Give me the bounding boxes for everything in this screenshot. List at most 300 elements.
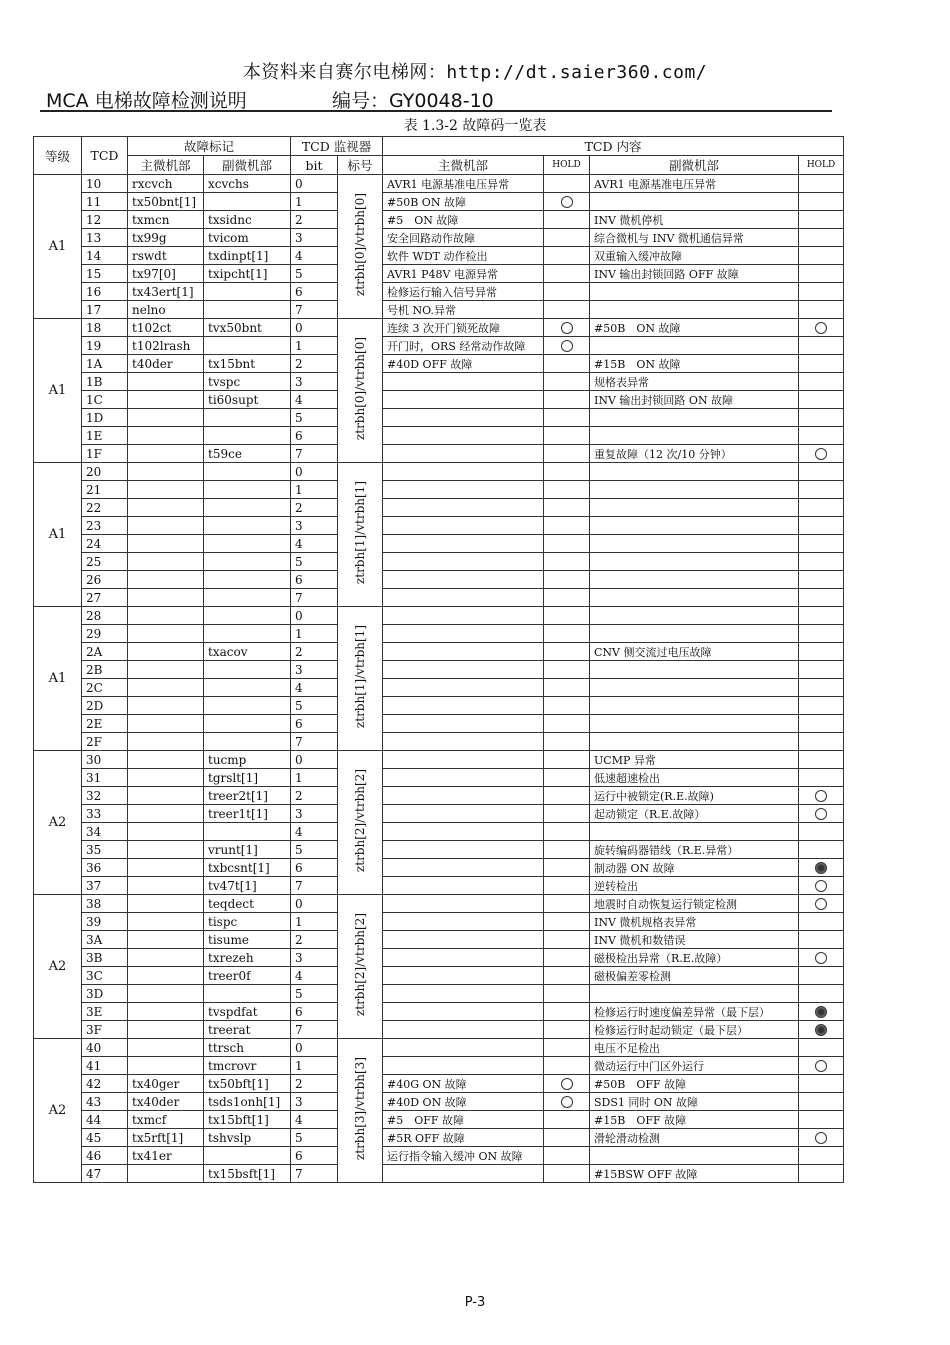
main-description [383, 877, 544, 895]
main-description [383, 733, 544, 751]
hold-main-cell [544, 283, 590, 301]
monitor-label-cell [338, 319, 383, 463]
hold-main-cell [544, 1093, 590, 1111]
hold-main-cell [544, 1003, 590, 1021]
hold-main-cell [544, 931, 590, 949]
sub-fault-mark [204, 481, 291, 499]
hold-main-cell [544, 337, 590, 355]
sub-description: SDS1 同时 ON 故障 [590, 1093, 799, 1111]
tcd-code: 40 [82, 1039, 128, 1057]
main-fault-mark: txmcn [128, 211, 204, 229]
sub-fault-mark: txdinpt[1] [204, 247, 291, 265]
monitor-label-cell [338, 895, 383, 1039]
sub-description: 双重输入缓冲故障 [590, 247, 799, 265]
main-description [383, 373, 544, 391]
sub-fault-mark: tshvslp [204, 1129, 291, 1147]
table-row [34, 463, 844, 481]
sub-description: 重复故障（12 次/10 分钟） [590, 445, 799, 463]
main-fault-mark [128, 661, 204, 679]
hold-main-cell [544, 499, 590, 517]
main-fault-mark [128, 1003, 204, 1021]
main-description [383, 679, 544, 697]
main-description [383, 535, 544, 553]
hold-sub-cell [799, 211, 844, 229]
bit-number: 2 [291, 931, 338, 949]
sub-description [590, 409, 799, 427]
tcd-code: 39 [82, 913, 128, 931]
hold-sub-cell [799, 751, 844, 769]
hold-sub-cell [799, 445, 844, 463]
tcd-code: 2B [82, 661, 128, 679]
sub-description: #50B ON 故障 [590, 319, 799, 337]
tcd-code: 25 [82, 553, 128, 571]
hold-main-cell [544, 805, 590, 823]
table-caption: 表 1.3-2 故障码一览表 [403, 118, 547, 134]
main-description [383, 517, 544, 535]
bit-number: 0 [291, 319, 338, 337]
main-description [383, 1057, 544, 1075]
main-fault-mark: tx41er [128, 1147, 204, 1165]
main-description [383, 391, 544, 409]
hold-sub-cell [799, 859, 844, 877]
sub-fault-mark [204, 697, 291, 715]
hold-main-cell [544, 769, 590, 787]
sub-fault-mark: tvx50bnt [204, 319, 291, 337]
table-row [34, 949, 844, 967]
sub-fault-mark: tvspc [204, 373, 291, 391]
table-row [34, 1021, 844, 1039]
bit-number: 6 [291, 571, 338, 589]
main-description [383, 895, 544, 913]
hold-main-cell [544, 301, 590, 319]
main-description [383, 1021, 544, 1039]
main-fault-mark: txmcf [128, 1111, 204, 1129]
tcd-code: 2A [82, 643, 128, 661]
bit-number: 1 [291, 913, 338, 931]
bit-number: 5 [291, 985, 338, 1003]
hold-sub-cell [799, 355, 844, 373]
main-description [383, 481, 544, 499]
table-row [34, 193, 844, 211]
main-fault-mark [128, 715, 204, 733]
hold-circle-mark-icon [815, 448, 827, 460]
sub-description [590, 571, 799, 589]
sub-fault-mark [204, 301, 291, 319]
sub-description [590, 499, 799, 517]
tcd-code: 3A [82, 931, 128, 949]
main-fault-mark [128, 841, 204, 859]
sub-fault-mark [204, 409, 291, 427]
hold-circle-mark-icon [815, 322, 827, 334]
hold-sub-cell [799, 1075, 844, 1093]
bit-number: 0 [291, 175, 338, 193]
tcd-code: 3B [82, 949, 128, 967]
hold-sub-cell [799, 895, 844, 913]
tcd-code: 36 [82, 859, 128, 877]
table-row [34, 931, 844, 949]
main-fault-mark [128, 373, 204, 391]
hold-main-cell [544, 229, 590, 247]
hold-sub-cell [799, 175, 844, 193]
table-row [34, 391, 844, 409]
tcd-code: 44 [82, 1111, 128, 1129]
hold-circle-mark-icon [561, 196, 573, 208]
hold-sub-cell [799, 571, 844, 589]
hold-sub-cell [799, 931, 844, 949]
main-fault-mark [128, 517, 204, 535]
tcd-code: 27 [82, 589, 128, 607]
tcd-code: 16 [82, 283, 128, 301]
sub-fault-mark: tgrslt[1] [204, 769, 291, 787]
monitor-label: ztrbh[1]/vtrbh[1] [353, 481, 368, 585]
level-cell: A1 [34, 607, 82, 751]
table-row [34, 859, 844, 877]
hold-sub-cell [799, 499, 844, 517]
main-fault-mark [128, 895, 204, 913]
tcd-code: 24 [82, 535, 128, 553]
hold-main-cell [544, 643, 590, 661]
tcd-code: 2C [82, 679, 128, 697]
main-fault-mark [128, 697, 204, 715]
sub-fault-mark [204, 499, 291, 517]
main-description: 连续 3 次开门锁死故障 [383, 319, 544, 337]
sub-description [590, 679, 799, 697]
table-row [34, 409, 844, 427]
table-row [34, 337, 844, 355]
main-fault-mark [128, 1165, 204, 1183]
hold-circle-mark-icon [561, 340, 573, 352]
hold-sub-cell [799, 229, 844, 247]
tcd-code: 22 [82, 499, 128, 517]
main-description: #5 OFF 故障 [383, 1111, 544, 1129]
main-fault-mark [128, 391, 204, 409]
hold-main-cell [544, 553, 590, 571]
main-description [383, 715, 544, 733]
sub-fault-mark [204, 733, 291, 751]
main-description [383, 985, 544, 1003]
sub-fault-mark: treer0f [204, 967, 291, 985]
table-row [34, 913, 844, 931]
main-fault-mark [128, 625, 204, 643]
tcd-code: 2F [82, 733, 128, 751]
sub-fault-mark: teqdect [204, 895, 291, 913]
header-label: 标号 [338, 156, 383, 175]
sub-fault-mark: ttrsch [204, 1039, 291, 1057]
main-description: #40D OFF 故障 [383, 355, 544, 373]
hold-sub-cell [799, 715, 844, 733]
header-level: 等级 [34, 137, 82, 175]
sub-description: UCMP 异常 [590, 751, 799, 769]
table-row [34, 985, 844, 1003]
table-row [34, 589, 844, 607]
sub-fault-mark: treer2t[1] [204, 787, 291, 805]
hold-main-cell [544, 319, 590, 337]
main-fault-mark [128, 769, 204, 787]
tcd-code: 12 [82, 211, 128, 229]
sub-fault-mark [204, 823, 291, 841]
table-row [34, 1039, 844, 1057]
hold-sub-cell [799, 247, 844, 265]
hold-main-cell [544, 247, 590, 265]
main-fault-mark [128, 805, 204, 823]
hold-sub-cell [799, 661, 844, 679]
tcd-code: 47 [82, 1165, 128, 1183]
monitor-label-cell [338, 751, 383, 895]
bit-number: 4 [291, 823, 338, 841]
tcd-code: 3C [82, 967, 128, 985]
tcd-code: 46 [82, 1147, 128, 1165]
hold-sub-cell [799, 1057, 844, 1075]
main-fault-mark [128, 1039, 204, 1057]
main-description [383, 697, 544, 715]
main-description: 号机 NO.异常 [383, 301, 544, 319]
table-row [34, 1003, 844, 1021]
main-description: AVR1 电源基准电压异常 [383, 175, 544, 193]
hold-main-cell [544, 877, 590, 895]
hold-main-cell [544, 733, 590, 751]
table-row [34, 733, 844, 751]
sub-fault-mark: treerat [204, 1021, 291, 1039]
sub-fault-mark [204, 679, 291, 697]
sub-description [590, 553, 799, 571]
bit-number: 3 [291, 661, 338, 679]
tcd-code: 20 [82, 463, 128, 481]
sub-description [590, 1147, 799, 1165]
tcd-code: 10 [82, 175, 128, 193]
hold-filled-mark-icon [815, 862, 827, 874]
table-row [34, 211, 844, 229]
hold-sub-cell [799, 949, 844, 967]
sub-description: 规格表异常 [590, 373, 799, 391]
sub-description [590, 661, 799, 679]
main-fault-mark [128, 967, 204, 985]
main-description [383, 841, 544, 859]
main-description [383, 787, 544, 805]
hold-main-cell [544, 211, 590, 229]
sub-description: 制动器 ON 故障 [590, 859, 799, 877]
bit-number: 5 [291, 697, 338, 715]
main-fault-mark: t102lrash [128, 337, 204, 355]
tcd-code: 13 [82, 229, 128, 247]
hold-main-cell [544, 589, 590, 607]
hold-main-cell [544, 1057, 590, 1075]
tcd-code: 14 [82, 247, 128, 265]
bit-number: 5 [291, 841, 338, 859]
tcd-code: 34 [82, 823, 128, 841]
hold-sub-cell [799, 193, 844, 211]
sub-description [590, 607, 799, 625]
monitor-label: ztrbh[1]/vtrbh[1] [353, 625, 368, 729]
header-main-cpu: 主微机部 [128, 156, 204, 175]
sub-fault-mark: tx15bsft[1] [204, 1165, 291, 1183]
bit-number: 3 [291, 517, 338, 535]
main-description [383, 589, 544, 607]
main-description [383, 805, 544, 823]
main-description [383, 913, 544, 931]
table-row [34, 1093, 844, 1111]
sub-description: 检修运行时起动锁定（最下层） [590, 1021, 799, 1039]
table-row [34, 1075, 844, 1093]
bit-number: 6 [291, 427, 338, 445]
main-description [383, 931, 544, 949]
hold-sub-cell [799, 733, 844, 751]
hold-main-cell [544, 193, 590, 211]
main-fault-mark [128, 877, 204, 895]
table-row [34, 1129, 844, 1147]
tcd-code: 18 [82, 319, 128, 337]
header-sub-desc: 副微机部 [590, 156, 799, 175]
hold-main-cell [544, 787, 590, 805]
sub-description: #15B ON 故障 [590, 355, 799, 373]
hold-sub-cell [799, 1111, 844, 1129]
main-description [383, 607, 544, 625]
bit-number: 1 [291, 193, 338, 211]
sub-description [590, 697, 799, 715]
hold-circle-mark-icon [815, 898, 827, 910]
tcd-code: 21 [82, 481, 128, 499]
hold-sub-cell [799, 787, 844, 805]
bit-number: 5 [291, 553, 338, 571]
document-number: 编号：GY0048-10 [332, 90, 494, 112]
sub-description [590, 733, 799, 751]
main-fault-mark [128, 823, 204, 841]
main-description [383, 949, 544, 967]
main-fault-mark [128, 553, 204, 571]
table-row [34, 553, 844, 571]
hold-main-cell [544, 445, 590, 463]
bit-number: 0 [291, 1039, 338, 1057]
bit-number: 3 [291, 1093, 338, 1111]
table-row [34, 355, 844, 373]
main-description [383, 1039, 544, 1057]
tcd-code: 1A [82, 355, 128, 373]
bit-number: 0 [291, 895, 338, 913]
sub-description: AVR1 电源基准电压异常 [590, 175, 799, 193]
main-fault-mark [128, 1057, 204, 1075]
hold-sub-cell [799, 409, 844, 427]
main-description [383, 643, 544, 661]
sub-description: 滑轮滑动检测 [590, 1129, 799, 1147]
table-row [34, 877, 844, 895]
level-cell: A2 [34, 1039, 82, 1183]
table-row [34, 607, 844, 625]
sub-fault-mark [204, 193, 291, 211]
main-description [383, 625, 544, 643]
hold-main-cell [544, 463, 590, 481]
hold-main-cell [544, 1039, 590, 1057]
tcd-code: 42 [82, 1075, 128, 1093]
hold-main-cell [544, 391, 590, 409]
main-fault-mark [128, 445, 204, 463]
hold-sub-cell [799, 679, 844, 697]
monitor-label: ztrbh[3]/vtrbh[3] [353, 1057, 368, 1161]
hold-main-cell [544, 1021, 590, 1039]
sub-fault-mark [204, 607, 291, 625]
table-row [34, 823, 844, 841]
sub-description: CNV 侧交流过电压故障 [590, 643, 799, 661]
hold-main-cell [544, 1147, 590, 1165]
main-fault-mark [128, 481, 204, 499]
header-main-desc: 主微机部 [383, 156, 544, 175]
main-description [383, 967, 544, 985]
monitor-label: ztrbh[2]/vtrbh[2] [353, 913, 368, 1017]
tcd-code: 1C [82, 391, 128, 409]
table-row [34, 283, 844, 301]
main-fault-mark [128, 427, 204, 445]
monitor-label-cell [338, 1039, 383, 1183]
sub-description: INV 输出封锁回路 ON 故障 [590, 391, 799, 409]
hold-sub-cell [799, 625, 844, 643]
table-row [34, 247, 844, 265]
main-fault-mark [128, 409, 204, 427]
hold-filled-mark-icon [815, 1024, 827, 1036]
sub-description [590, 427, 799, 445]
tcd-code: 3F [82, 1021, 128, 1039]
hold-sub-cell [799, 283, 844, 301]
main-fault-mark [128, 535, 204, 553]
tcd-code: 45 [82, 1129, 128, 1147]
monitor-label-cell [338, 463, 383, 607]
table-row [34, 571, 844, 589]
table-row [34, 697, 844, 715]
main-description [383, 1165, 544, 1183]
table-row [34, 535, 844, 553]
bit-number: 7 [291, 589, 338, 607]
sub-fault-mark: tisume [204, 931, 291, 949]
sub-fault-mark: txrezeh [204, 949, 291, 967]
sub-fault-mark [204, 337, 291, 355]
monitor-label: ztrbh[0]/vtrbh[0] [353, 193, 368, 297]
tcd-code: 15 [82, 265, 128, 283]
sub-fault-mark: tispc [204, 913, 291, 931]
table-row [34, 661, 844, 679]
sub-fault-mark: tv47t[1] [204, 877, 291, 895]
main-description [383, 751, 544, 769]
monitor-label: ztrbh[2]/vtrbh[2] [353, 769, 368, 873]
table-row [34, 373, 844, 391]
sub-description: 磁极偏差零检测 [590, 967, 799, 985]
main-description [383, 859, 544, 877]
bit-number: 1 [291, 481, 338, 499]
hold-circle-mark-icon [561, 1096, 573, 1108]
main-fault-mark: tx43ert[1] [128, 283, 204, 301]
hold-main-cell [544, 481, 590, 499]
hold-circle-mark-icon [561, 322, 573, 334]
sub-description [590, 283, 799, 301]
hold-circle-mark-icon [561, 1078, 573, 1090]
table-row [34, 499, 844, 517]
main-fault-mark [128, 859, 204, 877]
main-fault-mark: rswdt [128, 247, 204, 265]
hold-sub-cell [799, 553, 844, 571]
sub-description [590, 463, 799, 481]
sub-fault-mark: treer1t[1] [204, 805, 291, 823]
main-fault-mark [128, 589, 204, 607]
bit-number: 4 [291, 391, 338, 409]
main-description [383, 823, 544, 841]
sub-fault-mark: txsidnc [204, 211, 291, 229]
hold-main-cell [544, 859, 590, 877]
sub-description: 旋转编码器错线（R.E.异常） [590, 841, 799, 859]
main-fault-mark: tx50bnt[1] [128, 193, 204, 211]
bit-number: 2 [291, 787, 338, 805]
table-row [34, 1111, 844, 1129]
bit-number: 3 [291, 373, 338, 391]
hold-main-cell [544, 823, 590, 841]
sub-fault-mark: txipcht[1] [204, 265, 291, 283]
sub-fault-mark: tucmp [204, 751, 291, 769]
main-fault-mark [128, 1021, 204, 1039]
